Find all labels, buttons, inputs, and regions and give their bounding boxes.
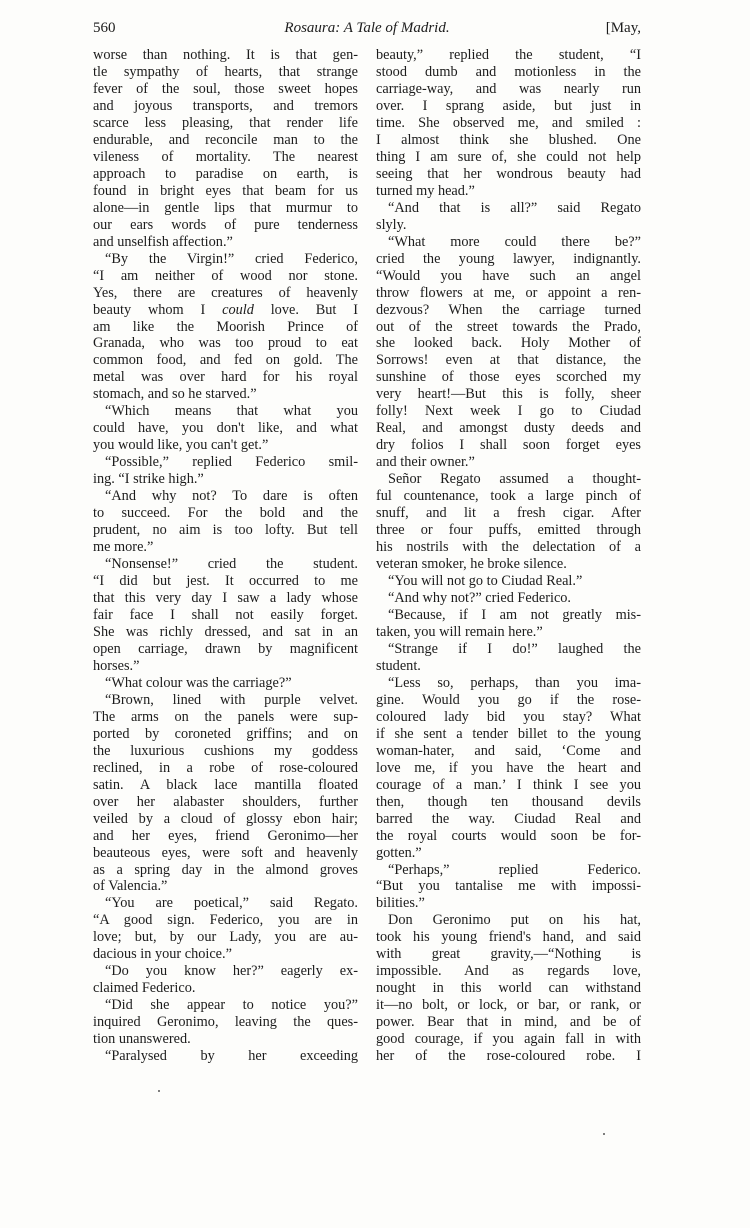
text-line: time. She observed me, and smiled : [376, 114, 641, 131]
text-line: woman-hater, and said, ‘Come and [376, 742, 641, 759]
paragraph [376, 590, 641, 607]
paragraph [93, 692, 358, 896]
text-line: “Strange if I do!” laughed the [388, 640, 641, 657]
text-line: she looked back. Holy Mother of [376, 335, 641, 352]
text-line: ful countenance, took a large pinch of [376, 488, 641, 505]
paragraph [93, 963, 358, 997]
text-line: sunshine of those eyes scorched my [376, 369, 641, 386]
text-line: am like the Moorish Prince of [93, 318, 358, 335]
text-line: impossible. And as regards love, [376, 963, 641, 980]
text-line: Granada, who was too proud to eat [93, 335, 358, 352]
text-line: of Valencia.” [93, 878, 168, 895]
text-line: dacious in your choice.” [93, 946, 232, 963]
paragraph [376, 471, 641, 573]
text-line: Señor Regato assumed a thought- [388, 471, 641, 488]
text-line: over her alabaster shoulders, further [93, 793, 358, 810]
text-line: I almost think she blushed. One [376, 131, 641, 148]
text-line: to succeed. For the bold and the [93, 505, 358, 522]
text-line: folly! Next week I go to Ciudad [376, 403, 641, 420]
text-line: and her eyes, friend Geronimo—her [93, 827, 358, 844]
paragraph [93, 556, 358, 675]
text-line: “I did but jest. It occurred to me [93, 573, 358, 590]
issue-month: [May, [605, 20, 641, 36]
text-line: “You are poetical,” said Regato. [105, 895, 358, 912]
text-line: and their owner.” [376, 454, 475, 471]
text-line: inquired Geronimo, leaving the ques- [93, 1014, 358, 1031]
text-line: “And that is all?” said Regato [388, 199, 641, 216]
text-line: beauty,” replied the student, “I [376, 47, 641, 63]
text-line: courage of a man.’ I think I see you [376, 776, 641, 793]
text-line: three or four puffs, emitted through [376, 522, 641, 539]
text-line: worse than nothing. It is that gen- [93, 47, 358, 63]
text-line: veteran smoker, he broke silence. [376, 556, 567, 573]
text-line: common food, and fed on gold. The [93, 352, 358, 369]
paragraph [93, 997, 358, 1048]
text-line: “Nonsense!” cried the student. [105, 556, 358, 573]
paragraph [93, 47, 358, 251]
text-line: “Brown, lined with purple velvet. [105, 691, 358, 708]
text-line: reclined, in a robe of rose-coloured [93, 759, 358, 776]
text-line: good courage, if you again fall in with [376, 1031, 641, 1048]
running-title: Rosaura: A Tale of Madrid. [284, 20, 450, 36]
text-line: She was richly dressed, and sat in an [93, 623, 358, 640]
text-line: horses.” [93, 657, 140, 674]
text-line: veiled by a cloud of glossy ebon hair; [93, 810, 358, 827]
text-line: stood dumb and motionless in the [376, 63, 641, 80]
text-line: “Would you have such an angel [376, 267, 641, 284]
text-line: me more.” [93, 539, 154, 556]
text-line: love me, if you have the heart and [376, 759, 641, 776]
text-line: “What more could there be?” [388, 233, 641, 250]
text-line: “But you tantalise me with impossi- [376, 878, 641, 895]
text-line: gine. Would you go if the rose- [376, 691, 641, 708]
text-line: tion unanswered. [93, 1031, 191, 1048]
text-line: “And why not? To dare is often [105, 488, 358, 505]
text-line: dry folios I shall soon forget eyes [376, 437, 641, 454]
text-line: gotten.” [376, 844, 422, 861]
text-column-left [93, 47, 358, 1065]
text-line: you would like, you can't get.” [93, 437, 269, 454]
text-line: power. Bear that in mind, and be of [376, 1014, 641, 1031]
text-line: took his young friend's hand, and said [376, 929, 641, 946]
paragraph [93, 488, 358, 556]
paragraph [93, 403, 358, 454]
text-line: could have, you don't like, and what [93, 420, 358, 437]
text-line: with great gravity,—“Nothing is [376, 946, 641, 963]
text-line: “What colour was the carriage?” [105, 674, 292, 691]
text-line: endurable, and reconcile man to the [93, 131, 358, 148]
paragraph [93, 251, 358, 404]
text-line: and joyous transports, and tremors [93, 97, 358, 114]
text-line: stomach, and so he starved.” [93, 386, 257, 403]
paragraph [376, 675, 641, 862]
text-line: “By the Virgin!” cried Federico, [105, 250, 358, 267]
text-line: approach to paradise on earth, is [93, 165, 358, 182]
paragraph [376, 862, 641, 913]
text-line: “Because, if I am not greatly mis- [388, 606, 641, 623]
text-line: our ears words of pure tenderness [93, 216, 358, 233]
text-line: “Paralysed by her exceeding [105, 1048, 358, 1065]
text-line: “Possible,” replied Federico smil- [105, 454, 358, 471]
text-line: “Less so, perhaps, than you ima- [388, 674, 641, 691]
text-line: Real, and amongst dusty deeds and [376, 420, 641, 437]
text-line: the luxurious cushions my goddess [93, 742, 358, 759]
text-line: fair face I shall not easily forget. [93, 606, 358, 623]
text-line: snuff, and lit a fresh cigar. After [376, 505, 641, 522]
paragraph [376, 607, 641, 641]
text-line: beauteous eyes, were soft and heavenly [93, 844, 358, 861]
text-line: scarce less pleasing, that render life [93, 114, 358, 131]
text-line: that this very day I saw a lady whose [93, 590, 358, 606]
paragraph [376, 234, 641, 472]
text-line: out of the street towards the Prado, [376, 318, 641, 335]
text-line: The arms on the panels were sup- [93, 708, 358, 725]
text-line: his nostrils with the delectation of a [376, 539, 641, 556]
text-line: “Which means that what you [105, 403, 358, 420]
text-line: dezvous? When the carriage turned [376, 301, 641, 318]
text-line: satin. A black lace mantilla floated [93, 776, 358, 793]
text-line: as a spring day in the almond groves [93, 861, 358, 878]
text-line: over. I sprang aside, but just in [376, 97, 641, 114]
text-line: turned my head.” [376, 182, 475, 199]
text-line: Yes, there are creatures of heavenly [93, 284, 358, 301]
paragraph [376, 47, 641, 200]
text-line: nought in this world can withstand [376, 980, 641, 997]
scan-speck [603, 1133, 605, 1135]
text-line: “Do you know her?” eagerly ex- [105, 963, 358, 980]
paragraph [93, 1048, 358, 1065]
paragraph [376, 641, 641, 675]
text-line: thing I am sure of, she could not help [376, 148, 641, 165]
text-line: then, though ten thousand devils [376, 793, 641, 810]
paragraph [93, 895, 358, 963]
text-line: open carriage, drawn by magnificent [93, 640, 358, 657]
text-line: the royal courts would soon be for- [376, 827, 641, 844]
text-line: Don Geronimo put on his hat, [388, 912, 641, 929]
text-column-right [376, 47, 641, 1065]
text-line: if she sent a tender billet to the young [376, 725, 641, 742]
text-line: metal was over hard for his royal [93, 369, 358, 386]
text-line: student. [376, 657, 421, 674]
text-line: her of the rose-coloured robe. I [376, 1048, 641, 1065]
text-line: bilities.” [376, 895, 425, 912]
text-line: “I am neither of wood nor stone. [93, 267, 358, 284]
text-line: barred the way. Ciudad Real and [376, 810, 641, 827]
text-line: prudent, no aim is too lofty. But tell [93, 522, 358, 539]
text-line: “A good sign. Federico, you are in [93, 912, 358, 929]
text-line: throw flowers at me, or appoint a ren- [376, 284, 641, 301]
text-line: beauty whom I could love. But I [93, 301, 358, 318]
text-line: “Did she appear to notice you?” [105, 997, 358, 1014]
text-line: ing. “I strike high.” [93, 471, 204, 488]
paragraph [93, 675, 358, 692]
text-line: taken, you will remain here.” [376, 623, 543, 640]
text-line: coloured lady bid you stay? What [376, 708, 641, 725]
text-line: Sorrows! even at that distance, the [376, 352, 641, 369]
text-line: ported by coroneted griffins; and on [93, 725, 358, 742]
page-number: 560 [93, 20, 116, 36]
text-line: “Perhaps,” replied Federico. [388, 861, 641, 878]
scan-speck [158, 1090, 160, 1092]
text-line: alone—in gentle lips that murmur to [93, 199, 358, 216]
running-header [93, 20, 641, 40]
text-line: claimed Federico. [93, 980, 196, 997]
text-line: very heart!—But this is folly, sheer [376, 386, 641, 403]
text-line: it—no bolt, or lock, or bar, or rank, or [376, 997, 641, 1014]
text-line: carriage-way, and was nearly run [376, 80, 641, 97]
text-line: “And why not?” cried Federico. [388, 590, 572, 606]
paragraph [93, 454, 358, 488]
text-line: tle sympathy of hearts, that strange [93, 63, 358, 80]
paragraph [376, 200, 641, 234]
text-line: seeing that her wondrous beauty had [376, 165, 641, 182]
paragraph [376, 573, 641, 590]
text-line: love; but, by our Lady, you are au- [93, 929, 358, 946]
text-line: cried the young lawyer, indignantly. [376, 250, 641, 267]
text-line: slyly. [376, 216, 407, 233]
text-line: fever of the soul, those sweet hopes [93, 80, 358, 97]
text-line: found in bright eyes that beam for us [93, 182, 358, 199]
paragraph [376, 912, 641, 1065]
text-line: vileness of mortality. The nearest [93, 148, 358, 165]
text-line: “You will not go to Ciudad Real.” [388, 573, 583, 590]
text-line: and unselfish affection.” [93, 233, 233, 250]
